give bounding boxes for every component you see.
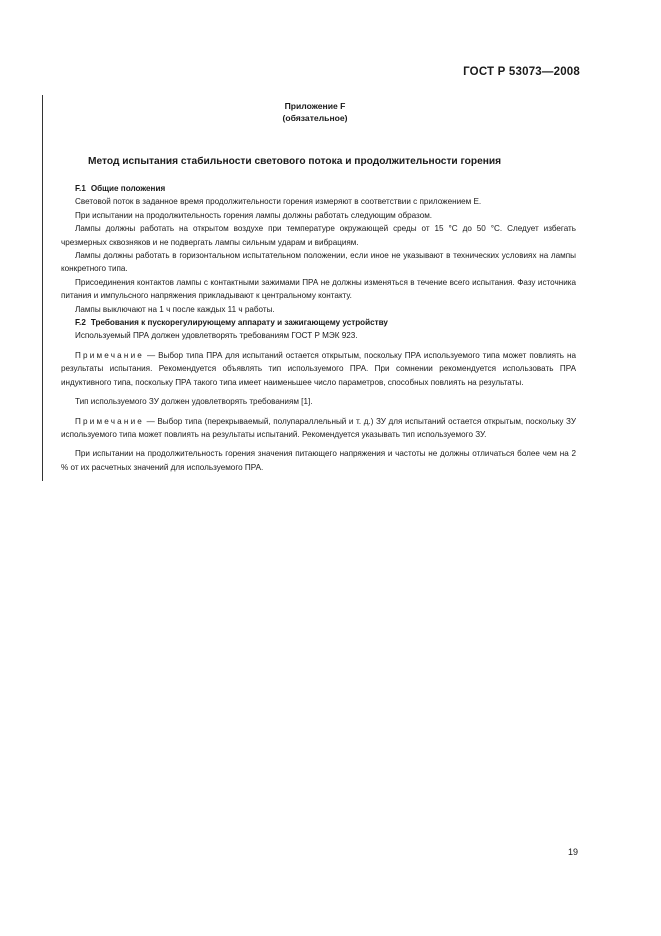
- annex-title: Приложение F: [284, 101, 346, 111]
- paragraph: Лампы должны работать в горизонтальном испытательном положении, если иное не указывают в технических условиях на лампы конкретного типа.: [61, 251, 576, 274]
- note-label: Примечание: [75, 416, 145, 426]
- note: [61, 349, 576, 389]
- annex-body: [61, 182, 576, 474]
- note-text: — Выбор типа (перекрываемый, полупараллельный и т. д.) ЗУ для испытаний остается открытым, поскольку ЗУ используемого типа может повлиять на результаты испытаний. Рекомендуется указывать тип используемого ЗУ.: [61, 416, 576, 439]
- note: [61, 415, 576, 442]
- section-f1-heading: [61, 182, 576, 195]
- page-number: 19: [568, 847, 579, 857]
- section-title: Общие положения: [90, 184, 166, 193]
- section-f2-heading: [61, 316, 576, 329]
- annex-status: (обязательное): [282, 113, 348, 123]
- document-code: ГОСТ Р 53073—2008: [463, 66, 580, 78]
- section-number: F.2: [75, 318, 86, 328]
- section-title: Требования к пускорегулирующему аппарату и зажигающему устройству: [90, 318, 388, 328]
- paragraph: Световой поток в заданное время продолжительности горения измеряют в соответствии с приложением E.: [75, 197, 482, 207]
- section-number: F.1: [75, 184, 86, 193]
- paragraph: Присоединения контактов лампы с контактными зажимами ПРА не должны изменяться в течение всего испытания. Фазу источника питания и импульсного напряжения прикладывают к центральному контакту.: [61, 277, 576, 301]
- paragraph: Тип используемого ЗУ должен удовлетворять требованиям [1].: [75, 397, 313, 407]
- paragraph: Лампы выключают на 1 ч после каждых 11 ч работы.: [75, 304, 275, 314]
- paragraph: Лампы должны работать на открытом воздухе при температуре окружающей среды от 15 °C до 50 °C. Следует избегать чрезмерных сквозняков и не подвергать лампы сильным ударам и вибрациям.: [61, 224, 576, 247]
- paragraph: При испытании на продолжительность горения значения питающего напряжения и частоты не должны отличаться более чем на 2 % от их расчетных значений для используемого ПРА.: [61, 449, 576, 472]
- note-label: Примечание: [75, 350, 145, 360]
- annex-heading: Метод испытания стабильности светового потока и продолжительности горения: [88, 156, 502, 167]
- change-margin-bar: [42, 95, 43, 481]
- paragraph: Используемый ПРА должен удовлетворять требованиям ГОСТ Р МЭК 923.: [75, 331, 358, 341]
- note-text: — Выбор типа ПРА для испытаний остается открытым, поскольку ПРА используемого типа может повлиять на результаты испытания. Рекомендуется объявлять тип используемого ПРА. При сомнении рекомендуется использовать ПРА индуктивного типа, поскольку ПРА такого типа имеет наименьшее число параметров, способных повлиять на результаты.: [61, 350, 576, 387]
- paragraph: При испытании на продолжительность горения лампы должны работать следующим образом.: [75, 210, 433, 220]
